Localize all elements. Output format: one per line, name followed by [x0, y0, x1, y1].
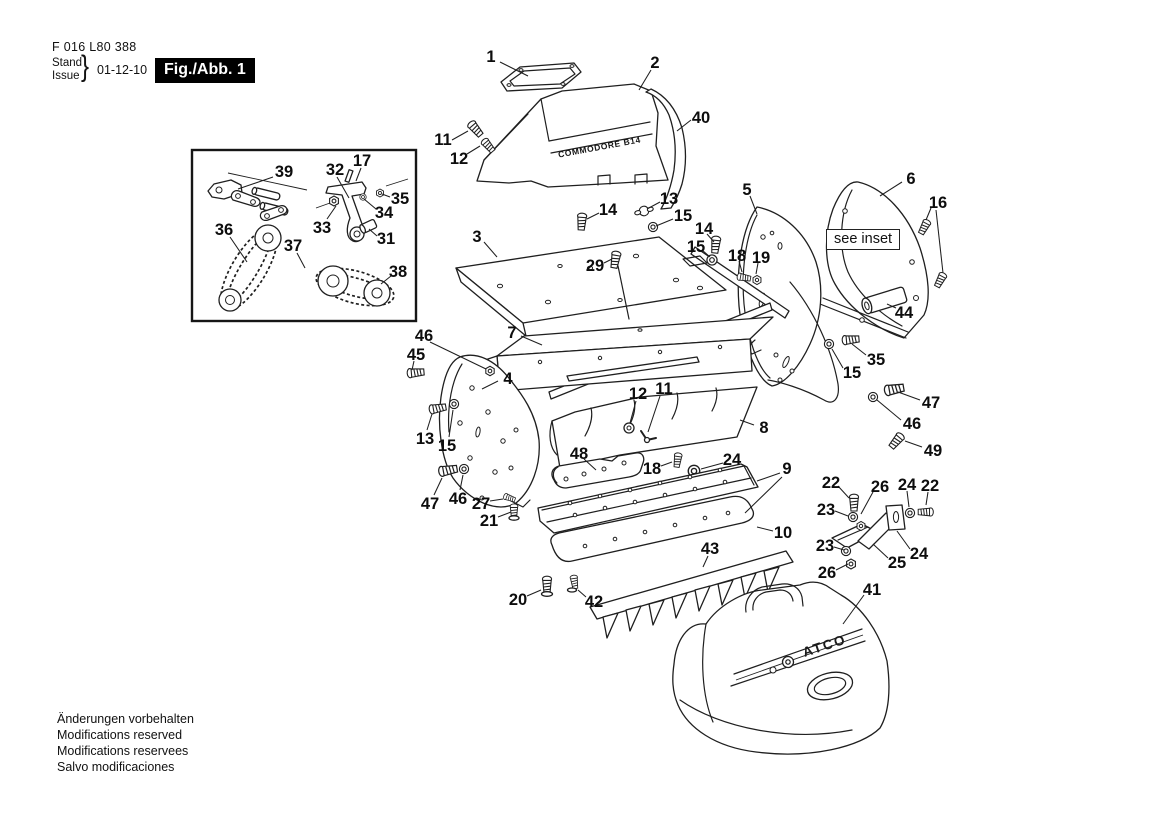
callout-leader-line — [434, 478, 442, 495]
callout-leader-line — [297, 253, 305, 268]
callout-number-26: 26 — [817, 564, 837, 582]
callout-number-9: 9 — [782, 460, 792, 478]
issue-label: Issue — [52, 70, 80, 82]
callout-leader-line — [427, 414, 432, 430]
callout-number-11: 11 — [655, 380, 673, 398]
callout-leader-line — [484, 242, 497, 257]
callout-number-47: 47 — [921, 394, 941, 412]
callout-leader-line — [905, 441, 922, 447]
callout-number-33: 33 — [312, 219, 332, 237]
callout-number-47: 47 — [420, 495, 440, 513]
part-19-nut — [753, 276, 761, 285]
part-20-screw — [542, 576, 553, 596]
callout-number-29: 29 — [585, 257, 605, 275]
callout-number-6: 6 — [906, 170, 916, 188]
part-25-bracket-assembly — [832, 505, 905, 549]
callout-number-24: 24 — [897, 476, 917, 494]
callout-number-42: 42 — [584, 593, 604, 611]
callout-number-35: 35 — [390, 190, 410, 208]
callout-leader-line — [467, 146, 480, 154]
callout-number-39: 39 — [274, 163, 294, 181]
part-7-chassis-beam — [485, 317, 773, 391]
part-35-screw — [842, 334, 860, 345]
callout-number-19: 19 — [751, 249, 771, 267]
callout-leader-line — [656, 219, 673, 226]
callout-leader-line — [898, 392, 920, 400]
part-1-lid — [501, 63, 581, 91]
part-16-screw-b — [933, 271, 947, 288]
part-34-washer — [360, 194, 366, 200]
callout-number-17: 17 — [352, 152, 372, 170]
part-14-screw-b — [710, 236, 721, 254]
callout-number-40: 40 — [691, 109, 711, 127]
callout-leader-line — [498, 512, 511, 517]
callout-leader-line — [880, 182, 902, 196]
part-26-nut — [857, 522, 865, 531]
callout-leader-line — [327, 206, 336, 219]
part-12-grommet — [624, 423, 634, 433]
callout-number-15: 15 — [842, 364, 862, 382]
callout-leader-line — [369, 229, 377, 236]
footer-line-fr: Modifications reservees — [57, 744, 189, 758]
issue-date: 01-12-10 — [97, 63, 148, 77]
callout-number-18: 18 — [727, 247, 747, 265]
callout-number-12: 12 — [449, 150, 469, 168]
part-24-washer-b — [905, 508, 914, 517]
footer-line-es: Salvo modificaciones — [57, 760, 175, 774]
callout-number-44: 44 — [894, 304, 914, 322]
see-inset-label: see inset — [826, 229, 900, 250]
footer-line-en: Modifications reserved — [57, 728, 183, 742]
part-15-washer — [648, 222, 657, 231]
callout-leader-line — [757, 473, 780, 481]
callout-number-13: 13 — [415, 430, 435, 448]
callout-number-24: 24 — [909, 545, 929, 563]
part-37-38-chain-drive — [312, 261, 398, 313]
callout-number-35: 35 — [866, 351, 886, 369]
callout-number-41: 41 — [862, 581, 882, 599]
callout-number-14: 14 — [598, 201, 618, 219]
callout-leader-line — [897, 531, 910, 549]
part-41-grass-box — [673, 582, 889, 754]
callout-leader-line — [639, 70, 651, 90]
footer-line-de: Änderungen vorbehalten — [57, 712, 194, 726]
part-3-deck-panel — [456, 237, 726, 336]
callout-leader-line — [527, 590, 541, 596]
part-42-screw — [568, 575, 579, 592]
part-47-screw — [884, 382, 905, 396]
part-45-screw — [407, 367, 425, 378]
part-35-nut — [376, 189, 383, 197]
callout-leader-line — [835, 511, 848, 516]
part-46-washer-b — [459, 464, 468, 473]
part-33-nut — [330, 196, 339, 206]
callout-number-2: 2 — [650, 54, 660, 72]
part-5-side-panel-left — [738, 207, 838, 402]
callout-number-43: 43 — [700, 540, 720, 558]
stand-label: Stand — [52, 57, 83, 69]
part-49-screw — [888, 431, 906, 450]
callout-number-46: 46 — [902, 415, 922, 433]
part-15-washer-c — [824, 339, 833, 348]
callout-leader-line — [757, 527, 773, 531]
callout-number-37: 37 — [283, 237, 303, 255]
callout-number-16: 16 — [928, 194, 948, 212]
callout-number-23: 23 — [815, 537, 835, 555]
callout-number-22: 22 — [821, 474, 841, 492]
part-15-washer-b — [707, 255, 717, 265]
callout-number-38: 38 — [388, 263, 408, 281]
callout-leader-line — [836, 564, 848, 570]
part-46-washer — [868, 392, 877, 401]
callout-number-18: 18 — [642, 460, 662, 478]
part-46-nut — [486, 366, 494, 376]
callout-number-32: 32 — [325, 161, 345, 179]
callout-number-20: 20 — [508, 591, 528, 609]
callout-number-13: 13 — [659, 190, 679, 208]
callout-number-22: 22 — [920, 477, 940, 495]
callout-number-11: 11 — [434, 131, 452, 149]
callout-number-14: 14 — [694, 220, 714, 238]
part-18-screw-b — [673, 452, 683, 467]
part-23-washer-b — [841, 546, 850, 555]
callout-number-34: 34 — [374, 204, 394, 222]
callout-number-5: 5 — [742, 181, 752, 199]
part-22-screw-b — [918, 508, 933, 516]
callout-number-46: 46 — [414, 327, 434, 345]
callout-number-49: 49 — [923, 442, 943, 460]
part-14-screw — [577, 213, 587, 230]
part-22-screw — [849, 494, 858, 511]
part-15-washer-d — [449, 399, 458, 408]
part-16-screw-a — [917, 218, 931, 235]
callout-number-10: 10 — [773, 524, 793, 542]
callout-leader-line — [877, 400, 901, 420]
callout-number-45: 45 — [406, 346, 426, 364]
callout-leader-line — [936, 210, 943, 273]
part-13-wing-screw — [634, 204, 655, 218]
callout-number-15: 15 — [673, 207, 693, 225]
footer-disclaimer — [57, 711, 194, 775]
callout-leader-line — [661, 462, 672, 466]
callout-number-8: 8 — [759, 419, 769, 437]
callout-number-21: 21 — [479, 512, 499, 530]
callout-number-4: 4 — [503, 370, 513, 388]
figure-label: Fig./Abb. 1 — [155, 58, 255, 83]
brace-glyph: } — [81, 50, 90, 83]
callout-number-15: 15 — [437, 437, 457, 455]
callout-leader-line — [873, 544, 888, 558]
callout-leader-line — [587, 213, 599, 219]
callout-number-3: 3 — [472, 228, 482, 246]
callout-number-31: 31 — [376, 230, 396, 248]
callout-number-27: 27 — [471, 495, 491, 513]
callout-number-48: 48 — [569, 445, 589, 463]
callout-leader-line — [852, 344, 866, 355]
callout-number-12: 12 — [628, 385, 648, 403]
callout-number-46: 46 — [448, 490, 468, 508]
part-11-screw — [466, 119, 484, 138]
callout-number-26: 26 — [870, 478, 890, 496]
cover-model-text: COMMODORE B14 — [557, 134, 642, 160]
callout-number-25: 25 — [887, 554, 907, 572]
callout-number-1: 1 — [486, 48, 496, 66]
part-23-washer — [848, 512, 857, 521]
callout-number-36: 36 — [214, 221, 234, 239]
grassbox-brand-text: ATCO — [800, 631, 849, 660]
callout-number-24: 24 — [722, 451, 742, 469]
document-part-number: F 016 L80 388 — [52, 40, 137, 54]
callout-leader-line — [452, 131, 468, 140]
callout-leader-line — [230, 237, 247, 262]
callout-number-23: 23 — [816, 501, 836, 519]
part-2-engine-cover — [477, 84, 668, 187]
callout-number-7: 7 — [507, 324, 517, 342]
callout-number-15: 15 — [686, 238, 706, 256]
